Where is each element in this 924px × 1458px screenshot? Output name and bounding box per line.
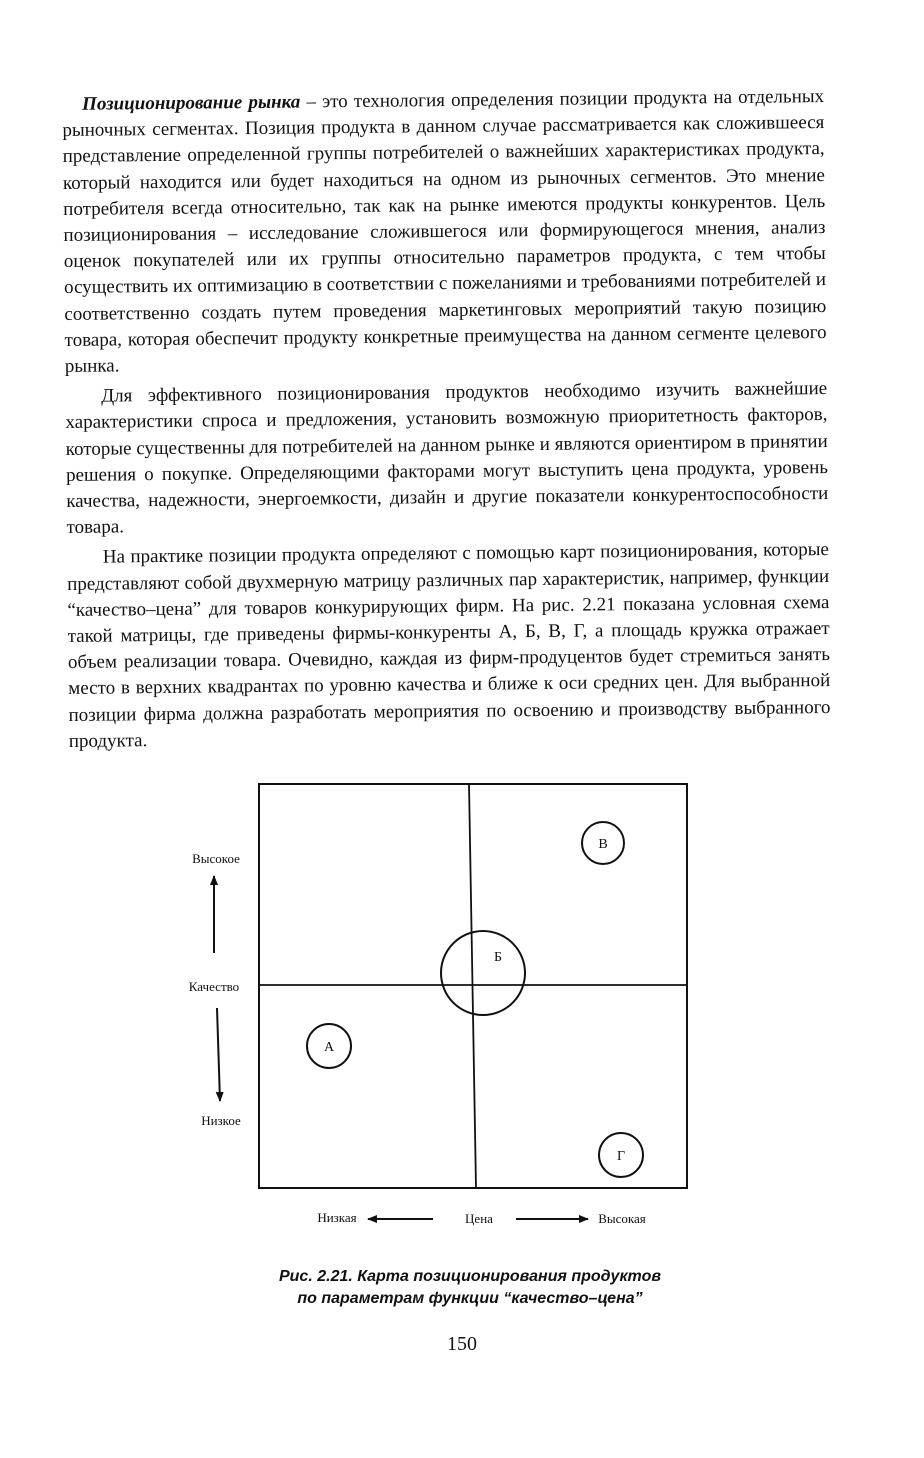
positioning-map bbox=[170, 778, 710, 1243]
paragraph-1-text: – это технология определения позиции продукта на отдельных рыночных сегментах. Позиция продукта в данном случае рассматривается как сложившееся представление определенной группы потребителей о важнейших характеристиках продукта, который находится или будет находиться на одном из рыночных сегментов. Это мнение потребителя всегда относительно, так как на рынке имеются продукты конкурентов. Цель позиционирования – исследование сложившегося или формирующегося мнения, анализ оценок покупателей или их группы относительно параметров продукта, с тем чтобы осуществить их оптимизацию в соответствии с пожеланиями и требованиями потребителей и соответственно создать путем проведения маркетинговых мероприятий такую позицию товара, которая обеспечит продукту конкретные преимущества на данном сегменте целевого рынка. bbox=[62, 86, 827, 378]
firm-label-g: Г bbox=[616, 1149, 626, 1164]
figure-caption bbox=[190, 1266, 750, 1310]
x-axis-high-label: Высокая bbox=[598, 1211, 646, 1226]
firm-circle-v bbox=[582, 822, 624, 864]
firm-label-b: Б bbox=[493, 950, 503, 965]
positioning-map-figure bbox=[170, 778, 710, 1243]
x-axis-label: Цена bbox=[465, 1211, 493, 1226]
page-number: 150 bbox=[447, 1333, 477, 1355]
paragraph-2: Для эффективного позиционирования продуктов необходимо изучить важнейшие характеристики спроса и предложения, установить возможную приоритетность факторов, которые существенны для потребителей на данном рынке и являются ориентиром в принятии решения о покупке. Определяющими факторами могут выступить цена продукта, уровень качества, надежности, энергоемкости, дизайн и другие показатели конкурентоспособности товара. bbox=[65, 378, 829, 539]
vertical-divider bbox=[469, 784, 476, 1188]
body-text bbox=[62, 84, 831, 759]
y-axis-down-arrow bbox=[217, 1008, 220, 1101]
firm-circle-b bbox=[441, 931, 525, 1015]
y-axis-label: Качество bbox=[188, 979, 240, 994]
paragraph-1 bbox=[62, 84, 827, 380]
firm-circle-g bbox=[599, 1133, 643, 1177]
paragraph-3: На практике позиции продукта определяют с помощью карт позиционирования, которые представляют собой двухмерную матрицу различных пар характеристик, например, функции “качество–цена” для товаров конкурирующих фирм. На рис. 2.21 показана условная схема такой матрицы, где приведены фирмы-конкуренты А, Б, В, Г, а площадь кружка отражает объем реализации товара. Очевидно, каждая из фирм-продуцентов будет стремиться занять место в верхних квадрантах по уровню качества и ближе к оси средних цен. Для выбранной позиции фирма должна разработать мероприятия по освоению и производству выбранного продукта. bbox=[67, 539, 831, 752]
y-axis-low-label: Низкое bbox=[201, 1113, 241, 1128]
paragraph-1-term: Позиционирование рынка bbox=[82, 91, 301, 115]
firm-circle-a bbox=[307, 1024, 351, 1068]
figure-caption-line-1: Рис. 2.21. Карта позиционирования продуктов bbox=[278, 1268, 662, 1285]
figure-caption-line-2: по параметрам функции “качество–цена” bbox=[297, 1290, 643, 1307]
firm-label-a: А bbox=[323, 1040, 335, 1055]
y-axis-high-label: Высокое bbox=[192, 851, 240, 866]
x-axis-low-label: Низкая bbox=[317, 1210, 357, 1225]
firm-label-v: В bbox=[598, 837, 608, 852]
